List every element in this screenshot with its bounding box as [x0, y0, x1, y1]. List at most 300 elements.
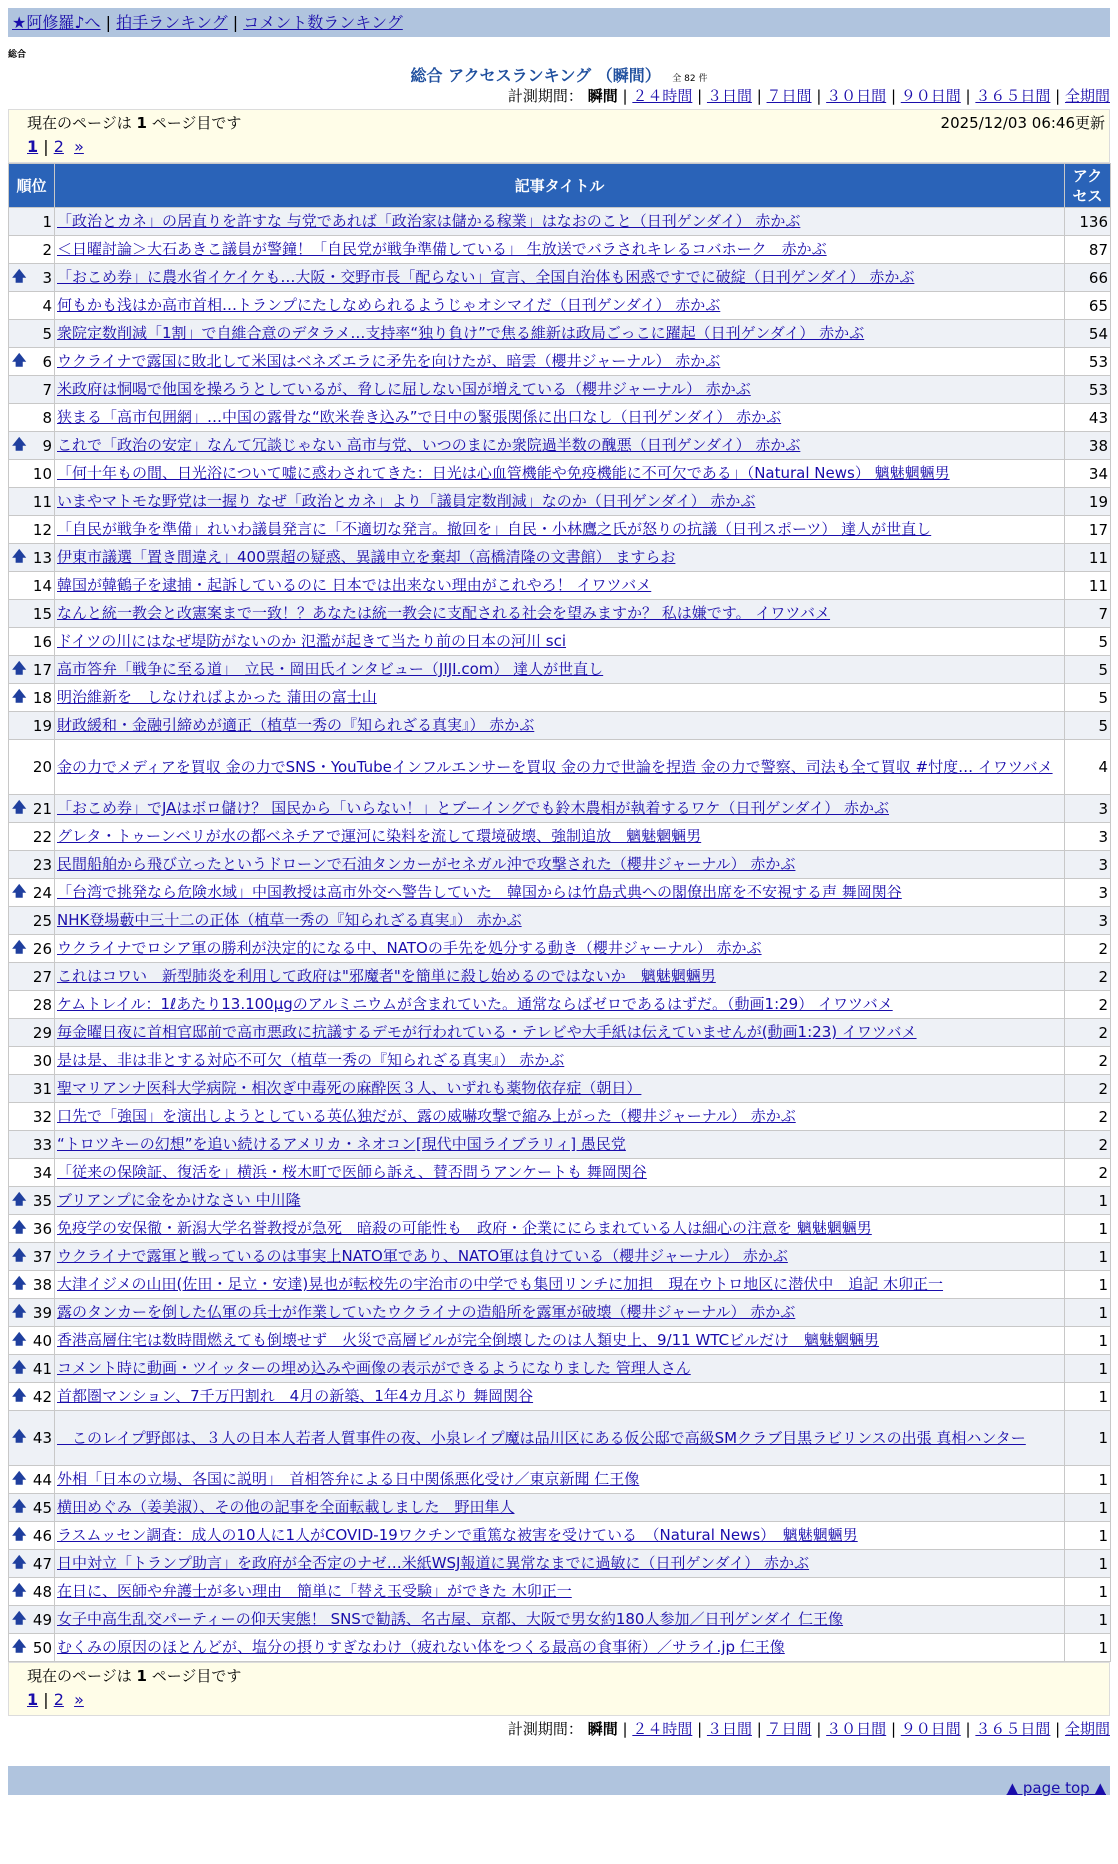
article-title-link[interactable]: 米政府は恫喝で他国を操ろうとしているが、脅しに屈しない国が増えている（櫻井ジャーナル） 赤かぶ: [57, 380, 751, 398]
ranking-table: [8, 163, 1111, 1662]
rank-cell: [9, 1187, 55, 1215]
article-title-link[interactable]: これで「政治の安定」なんて冗談じゃない 高市与党、いつのまにか衆院過半数の醜悪（日刊ゲンダイ） 赤かぶ: [57, 436, 801, 454]
table-row: [9, 1522, 1111, 1550]
table-row: [9, 432, 1111, 460]
rank-number: 30: [32, 1051, 52, 1070]
article-title-link[interactable]: 「おこめ券」に農水省イケイケも…大阪・交野市長「配らない」宣言、全国自治体も困惑ですでに破綻（日刊ゲンダイ） 赤かぶ: [57, 268, 915, 286]
rank-up-arrow-icon: 🡅: [12, 1638, 27, 1655]
rank-cell: [9, 991, 55, 1019]
article-title-link[interactable]: 免疫学の安保徹・新潟大学名誉教授が急死 暗殺の可能性も 政府・企業ににらまれている人は細心の注意を 魑魅魍魎男: [57, 1219, 872, 1237]
pager-next[interactable]: »: [74, 137, 84, 156]
access-count: 1: [1065, 1466, 1111, 1494]
rank-up-arrow-icon: 🡅: [12, 688, 27, 705]
table-row: [9, 712, 1111, 740]
access-count: 3: [1065, 907, 1111, 935]
access-count: 2: [1065, 1131, 1111, 1159]
table-row: [9, 1494, 1111, 1522]
table-row: [9, 1131, 1111, 1159]
rank-number: 36: [32, 1219, 52, 1238]
article-title-link[interactable]: 「何十年もの間、日光浴について嘘に惑わされてきた：日光は心血管機能や免疫機能に不可欠である」（Natural News） 魑魅魍魎男: [57, 464, 950, 482]
table-row: [9, 656, 1111, 684]
title-cell: [55, 1131, 1065, 1159]
access-count: 2: [1065, 1019, 1111, 1047]
table-row: [9, 991, 1111, 1019]
nav-home-link[interactable]: ★阿修羅♪へ: [12, 13, 101, 32]
access-count: 5: [1065, 656, 1111, 684]
title-cell: [55, 935, 1065, 963]
page-title: [8, 63, 1110, 83]
rank-up-arrow-icon: 🡅: [12, 1610, 27, 1627]
title-cell: [55, 1103, 1065, 1131]
page-info-number: 1: [136, 114, 147, 132]
access-count: 3: [1065, 823, 1111, 851]
title-cell: [55, 600, 1065, 628]
article-title-link[interactable]: 首都圏マンション、7千万円割れ 4月の新築、1年4カ月ぶり 舞岡関谷: [57, 1387, 534, 1405]
article-title-link[interactable]: 「自民が戦争を準備」れいわ議員発言に「不適切な発言。撤回を」自民・小林鷹之氏が怒りの抗議（日刊スポーツ） 達人が世直し: [57, 520, 932, 538]
rank-cell: [9, 740, 55, 795]
nav-comment-ranking-link[interactable]: コメント数ランキング: [243, 13, 403, 32]
pager-page-1[interactable]: 1: [27, 137, 39, 156]
title-cell: [55, 1411, 1065, 1466]
rank-number: 15: [32, 604, 52, 623]
table-row: [9, 1299, 1111, 1327]
table-row: [9, 208, 1111, 236]
access-count: 5: [1065, 684, 1111, 712]
title-cell: [55, 684, 1065, 712]
rank-cell: [9, 963, 55, 991]
access-count: 2: [1065, 935, 1111, 963]
rank-cell: [9, 823, 55, 851]
title-cell: [55, 1634, 1065, 1662]
rank-up-arrow-icon: 🡅: [12, 436, 27, 453]
access-count: 1: [1065, 1327, 1111, 1355]
table-row: [9, 1411, 1111, 1466]
section-tag: 総合: [8, 50, 27, 60]
article-title-link[interactable]: 大津イジメの山田(佐田・足立・安達)晃也が転校先の宇治市の中学でも集団リンチに加担 現在ウトロ地区に潜伏中 追記 木卯正一: [57, 1275, 944, 1293]
access-count: 3: [1065, 795, 1111, 823]
period-option-0-bottom[interactable]: ２４時間: [632, 1720, 693, 1738]
page-info-before: 現在のページは: [27, 114, 137, 132]
table-row: [9, 795, 1111, 823]
rank-cell: [9, 292, 55, 320]
rank-up-arrow-icon: 🡅: [12, 548, 27, 565]
access-count: 7: [1065, 600, 1111, 628]
rank-number: 5: [42, 324, 52, 343]
title-cell: [55, 1075, 1065, 1103]
table-row: [9, 348, 1111, 376]
rank-number: 8: [42, 408, 52, 427]
table-row: [9, 1327, 1111, 1355]
article-title-link[interactable]: 口先で「強国」を演出しようとしている英仏独だが、露の威嚇攻撃で縮み上がった（櫻井ジャーナル） 赤かぶ: [57, 1107, 796, 1125]
title-cell: [55, 1019, 1065, 1047]
rank-cell: [9, 1159, 55, 1187]
period-label: 計測期間：: [507, 87, 583, 105]
access-count: 3: [1065, 851, 1111, 879]
table-row: [9, 572, 1111, 600]
rank-up-arrow-icon: 🡅: [12, 799, 27, 816]
rank-up-arrow-icon: 🡅: [12, 883, 27, 900]
article-title-link[interactable]: 金の力でメディアを買収 金の力でSNS・YouTubeインフルエンサーを買収 金の力で世論を捏造 金の力で警察、司法も全て買収 #忖度… イワツバメ: [57, 757, 1053, 776]
rank-cell: [9, 600, 55, 628]
access-count: 11: [1065, 572, 1111, 600]
article-title-link[interactable]: 狭まる「高市包囲網」…中国の露骨な“欧米巻き込み”で日中の緊張関係に出口なし（日刊ゲンダイ） 赤かぶ: [57, 408, 782, 426]
rank-number: 26: [32, 939, 52, 958]
rank-number: 22: [32, 827, 52, 846]
rank-number: 17: [32, 660, 52, 679]
page-info-bottom: 現在のページは 1 ページ目です 1 | 2 »: [8, 1662, 1110, 1716]
article-title-link[interactable]: 女子中高生乱交パーティーの仰天実態！ SNSで勧誘、名古屋、京都、大阪で男女約180人参加／日刊ゲンダイ 仁王像: [57, 1610, 844, 1628]
title-cell: [55, 572, 1065, 600]
rank-cell: [9, 935, 55, 963]
access-count: 1: [1065, 1411, 1111, 1466]
article-title-link[interactable]: ラスムッセン調査：成人の10人に1人がCOVID-19ワクチンで重篤な被害を受けている （Natural News） 魑魅魍魎男: [57, 1526, 858, 1544]
access-count: 2: [1065, 963, 1111, 991]
rank-cell: [9, 404, 55, 432]
access-count: 5: [1065, 628, 1111, 656]
table-row: [9, 1466, 1111, 1494]
rank-number: 16: [32, 632, 52, 651]
article-title-link[interactable]: ＜日曜討論＞大石あきこ議員が警鐘！「自民党が戦争準備している」 生放送でバラされキレるコバホーク 赤かぶ: [57, 240, 827, 258]
article-title-link[interactable]: ウクライナで露国に敗北して米国はベネズエラに矛先を向けたが、暗雲（櫻井ジャーナル） 赤かぶ: [57, 352, 721, 370]
period-option-5-bottom[interactable]: ３６５日間: [975, 1720, 1051, 1738]
rank-number: 25: [32, 911, 52, 930]
article-title-link[interactable]: 明治維新を しなければよかった 蒲田の富士山: [57, 688, 377, 706]
article-title-link[interactable]: 伊東市議選「置き間違え」400票超の疑惑、異議申立を棄却（高橋清隆の文書館） ますらお: [57, 548, 676, 566]
access-count: 4: [1065, 740, 1111, 795]
title-cell: [55, 1494, 1065, 1522]
title-cell: [55, 208, 1065, 236]
table-row: [9, 1383, 1111, 1411]
rank-up-arrow-icon: 🡅: [12, 352, 27, 369]
rank-number: 35: [32, 1191, 52, 1210]
article-title-link[interactable]: 「おこめ券」でJAはボロ儲け？ 国民から「いらない！」とブーイングでも鈴木農相が執着するワケ（日刊ゲンダイ） 赤かぶ: [57, 799, 890, 817]
table-row: [9, 1159, 1111, 1187]
title-cell: [55, 1327, 1065, 1355]
rank-number: 33: [32, 1135, 52, 1154]
col-title-header: 記事タイトル: [55, 164, 1065, 208]
table-row: [9, 1271, 1111, 1299]
access-count: 2: [1065, 1047, 1111, 1075]
rank-up-arrow-icon: 🡅: [12, 1387, 27, 1404]
table-row: [9, 879, 1111, 907]
access-count: 53: [1065, 348, 1111, 376]
period-option-3[interactable]: ３０日間: [826, 87, 887, 105]
table-row: [9, 684, 1111, 712]
rank-up-arrow-icon: 🡅: [12, 1526, 27, 1543]
article-title-link[interactable]: 是は是、非は非とする対応不可欠（植草一秀の『知られざる真実』） 赤かぶ: [57, 1051, 565, 1069]
period-option-2[interactable]: ７日間: [766, 87, 812, 105]
period-option-0[interactable]: ２４時間: [632, 87, 693, 105]
rank-number: 1: [42, 212, 52, 231]
page-title-text: 総合 アクセスランキング （瞬間）: [410, 66, 661, 85]
table-row: [9, 544, 1111, 572]
title-cell: [55, 1187, 1065, 1215]
title-cell: [55, 1215, 1065, 1243]
article-title-link[interactable]: 在日に、医師や弁護士が多い理由 簡単に「替え玉受験」ができた 木卯正一: [57, 1582, 572, 1600]
table-row: [9, 488, 1111, 516]
table-row: [9, 1075, 1111, 1103]
title-cell: [55, 851, 1065, 879]
rank-number: 2: [42, 240, 52, 259]
rank-number: 12: [32, 520, 52, 539]
rank-number: 14: [32, 576, 52, 595]
table-row: [9, 1243, 1111, 1271]
article-title-link[interactable]: 外相「日本の立場、各国に説明」 首相答弁による日中関係悪化受け／東京新聞 仁王像: [57, 1470, 640, 1488]
table-row: [9, 264, 1111, 292]
article-title-link[interactable]: むくみの原因のほとんどが、塩分の摂りすぎなわけ（疲れない体をつくる最高の食事術）／サライ.jp 仁王像: [57, 1638, 785, 1656]
rank-up-arrow-icon: 🡅: [12, 1498, 27, 1515]
table-row: [9, 907, 1111, 935]
title-cell: [55, 460, 1065, 488]
rank-cell: [9, 795, 55, 823]
rank-number: 27: [32, 967, 52, 986]
access-count: 2: [1065, 1103, 1111, 1131]
period-option-6-bottom[interactable]: 全期間: [1064, 1720, 1110, 1738]
article-title-link[interactable]: ブリアンプに金をかけなさい 中川隆: [57, 1191, 301, 1209]
access-count: 11: [1065, 544, 1111, 572]
rank-number: 6: [42, 352, 52, 371]
period-option-5[interactable]: ３６５日間: [975, 87, 1051, 105]
title-cell: [55, 963, 1065, 991]
rank-number: 48: [32, 1582, 52, 1601]
period-current: 瞬間: [587, 1720, 618, 1738]
access-count: 5: [1065, 712, 1111, 740]
rank-number: 47: [32, 1554, 52, 1573]
table-row: [9, 1103, 1111, 1131]
rank-number: 29: [32, 1023, 52, 1042]
title-cell: [55, 1299, 1065, 1327]
table-row: [9, 1187, 1111, 1215]
rank-cell: [9, 1411, 55, 1466]
article-title-link[interactable]: 「従来の保険証、復活を」横浜・桜木町で医師ら訴え、賛否問うアンケートも 舞岡関谷: [57, 1163, 647, 1181]
rank-cell: [9, 1522, 55, 1550]
rank-cell: [9, 516, 55, 544]
article-title-link[interactable]: 民間船舶から飛び立ったというドローンで石油タンカーがセネガル沖で攻撃された（櫻井ジャーナル） 赤かぶ: [57, 855, 796, 873]
access-count: 1: [1065, 1243, 1111, 1271]
rank-number: 23: [32, 855, 52, 874]
access-count: 2: [1065, 991, 1111, 1019]
access-count: 1: [1065, 1383, 1111, 1411]
rank-number: 42: [32, 1387, 52, 1406]
period-option-2-bottom[interactable]: ７日間: [766, 1720, 812, 1738]
rank-cell: [9, 1550, 55, 1578]
article-title-link[interactable]: 香港高層住宅は数時間燃えても倒壊せず 火災で高層ビルが完全倒壊したのは人類史上、9/11 WTCビルだけ 魑魅魍魎男: [57, 1331, 880, 1349]
access-count: 66: [1065, 264, 1111, 292]
access-count: 53: [1065, 376, 1111, 404]
rank-number: 4: [42, 296, 52, 315]
rank-up-arrow-icon: 🡅: [12, 1331, 27, 1348]
title-cell: [55, 320, 1065, 348]
rank-number: 18: [32, 688, 52, 707]
access-count: 87: [1065, 236, 1111, 264]
access-count: 19: [1065, 488, 1111, 516]
access-count: 1: [1065, 1606, 1111, 1634]
rank-number: 38: [32, 1275, 52, 1294]
rank-number: 45: [32, 1498, 52, 1517]
rank-number: 41: [32, 1359, 52, 1378]
article-title-link[interactable]: これはコワい 新型肺炎を利用して政府は"邪魔者"を簡単に殺し始めるのではないか 魑魅魍魎男: [57, 967, 716, 985]
table-row: [9, 404, 1111, 432]
rank-cell: [9, 1243, 55, 1271]
nav-applause-ranking-link[interactable]: 拍手ランキング: [116, 13, 228, 32]
article-title-link[interactable]: ドイツの川にはなぜ堤防がないのか 氾濫が起きて当たり前の日本の河川 sci: [57, 632, 567, 650]
article-title-link[interactable]: 露のタンカーを倒した仏軍の兵士が作業していたウクライナの造船所を露軍が破壊（櫻井ジャーナル） 赤かぶ: [57, 1303, 796, 1321]
rank-up-arrow-icon: 🡅: [12, 939, 27, 956]
rank-number: 19: [32, 716, 52, 735]
rank-cell: [9, 1131, 55, 1159]
table-row: [9, 320, 1111, 348]
title-cell: [55, 376, 1065, 404]
rank-number: 43: [32, 1429, 52, 1447]
pager-top: 1 | 2 »: [27, 137, 84, 156]
rank-number: 13: [32, 548, 52, 567]
pager-page-2[interactable]: 2: [53, 137, 64, 156]
rank-up-arrow-icon: 🡅: [12, 1554, 27, 1571]
title-cell: [55, 740, 1065, 795]
access-count: 136: [1065, 208, 1111, 236]
article-title-link[interactable]: 毎金曜日夜に首相官邸前で高市悪政に抗議するデモが行われている・テレビや大手紙は伝えていませんが(動画1:23) イワツバメ: [57, 1023, 917, 1041]
title-cell: [55, 656, 1065, 684]
period-option-4[interactable]: ９０日間: [900, 87, 961, 105]
article-title-link[interactable]: 何もかも浅はか高市首相…トランプにたしなめられるようじゃオシマイだ（日刊ゲンダイ） 赤かぶ: [57, 296, 721, 314]
article-title-link[interactable]: コメント時に動画・ツイッターの埋め込みや画像の表示ができるようになりました 管理人さん: [57, 1359, 691, 1377]
rank-cell: [9, 1466, 55, 1494]
rank-cell: [9, 656, 55, 684]
article-title-link[interactable]: ウクライナで露軍と戦っているのは事実上NATO軍であり、NATO軍は負けている（櫻井ジャーナル） 赤かぶ: [57, 1247, 788, 1265]
rank-cell: [9, 1215, 55, 1243]
access-count: 1: [1065, 1187, 1111, 1215]
table-row: [9, 1019, 1111, 1047]
article-title-link[interactable]: 日中対立「トランプ助言」を政府が全否定のナゼ…米紙WSJ報道に異常なまでに過敏に（日刊ゲンダイ） 赤かぶ: [57, 1554, 810, 1572]
title-cell: [55, 544, 1065, 572]
rank-number: 32: [32, 1107, 52, 1126]
rank-up-arrow-icon: 🡅: [12, 1191, 27, 1208]
table-row: [9, 1634, 1111, 1662]
pager-page-1-bottom[interactable]: 1: [27, 1690, 39, 1709]
article-title-link[interactable]: このレイプ野郎は、３人の日本人若者人質事件の夜、小泉レイプ魔は品川区にある仮公邸で高級SMクラブ目黒ラビリンスの出張 真相ハンター: [57, 1428, 1026, 1447]
article-title-link[interactable]: ウクライナでロシア軍の勝利が決定的になる中、NATOの手先を処分する動き（櫻井ジャーナル） 赤かぶ: [57, 939, 762, 957]
title-cell: [55, 991, 1065, 1019]
title-cell: [55, 823, 1065, 851]
rank-cell: [9, 488, 55, 516]
title-cell: [55, 292, 1065, 320]
rank-cell: [9, 1271, 55, 1299]
rank-up-arrow-icon: 🡅: [12, 1303, 27, 1320]
article-title-link[interactable]: グレタ・トゥーンベリが水の都ベネチアで運河に染料を流して環境破壊、強制追放 魑魅魍魎男: [57, 827, 702, 845]
rank-number: 7: [42, 380, 52, 399]
access-count: 1: [1065, 1271, 1111, 1299]
table-row: [9, 1355, 1111, 1383]
table-row: [9, 460, 1111, 488]
title-cell: [55, 236, 1065, 264]
table-row: [9, 1606, 1111, 1634]
rank-up-arrow-icon: 🡅: [12, 1359, 27, 1376]
rank-up-arrow-icon: 🡅: [12, 1219, 27, 1236]
article-title-link[interactable]: なんと統一教会と改憲案まで一致！？あなたは統一教会に支配される社会を望みますか？ 私は嫌です。 イワツバメ: [57, 604, 831, 622]
period-option-1-bottom[interactable]: ３日間: [706, 1720, 752, 1738]
rank-cell: [9, 1634, 55, 1662]
pager-page-2-bottom[interactable]: 2: [53, 1690, 64, 1709]
rank-number: 34: [32, 1163, 52, 1182]
article-title-link[interactable]: 韓国が韓鶴子を逮捕・起訴しているのに 日本では出来ない理由がこれやろ！ イワツバメ: [57, 576, 652, 594]
title-cell: [55, 628, 1065, 656]
rank-cell: [9, 1327, 55, 1355]
rank-cell: [9, 879, 55, 907]
title-cell: [55, 1159, 1065, 1187]
article-title-link[interactable]: ケムトレイル：1ℓあたり13.100μgのアルミニウムが含まれていた。通常ならばゼロであるはずだ。（動画1:29） イワツバメ: [57, 995, 893, 1013]
article-title-link[interactable]: 「政治とカネ」の居直りを許すな 与党であれば「政治家は儲かる稼業」はなおのこと（日刊ゲンダイ） 赤かぶ: [57, 212, 801, 230]
rank-cell: [9, 348, 55, 376]
rank-number: 31: [32, 1079, 52, 1098]
page-info-top: [8, 109, 1110, 163]
period-selector-top: 計測期間： 瞬間 | ２４時間 | ３日間 | ７日間 | ３０日間 | ９０日間 | ３６５日間 | 全期間: [507, 87, 1110, 105]
rank-number: 10: [32, 464, 52, 483]
article-title-link[interactable]: 聖マリアンナ医科大学病院・相次ぎ中毒死の麻酔医３人、いずれも薬物依存症（朝日）: [57, 1079, 642, 1097]
footer-bar: [8, 1766, 1110, 1795]
access-count: 1: [1065, 1494, 1111, 1522]
rank-number: 40: [32, 1331, 52, 1350]
rank-number: 9: [42, 436, 52, 455]
rank-number: 28: [32, 995, 52, 1014]
col-access-header: アクセス: [1065, 164, 1111, 208]
period-option-1[interactable]: ３日間: [706, 87, 752, 105]
article-title-link[interactable]: “トロツキーの幻想”を追い続けるアメリカ・ネオコン[現代中国ライブラリィ] 愚民党: [57, 1135, 626, 1153]
table-row: [9, 516, 1111, 544]
access-count: 38: [1065, 432, 1111, 460]
table-row: [9, 1578, 1111, 1606]
rank-cell: [9, 320, 55, 348]
article-title-link[interactable]: 高市答弁「戦争に至る道」 立民・岡田氏インタビュー（JIJI.com） 達人が世直し: [57, 660, 604, 678]
article-title-link[interactable]: 「台湾で挑発なら危険水域」中国教授は高市外交へ警告していた 韓国からは竹島式典への閣僚出席を不安視する声 舞岡関谷: [57, 883, 902, 901]
title-cell: [55, 404, 1065, 432]
rank-up-arrow-icon: 🡅: [12, 1247, 27, 1264]
title-cell: [55, 1522, 1065, 1550]
title-cell: [55, 264, 1065, 292]
rank-up-arrow-icon: 🡅: [12, 1429, 27, 1445]
rank-cell: [9, 1494, 55, 1522]
table-row: [9, 963, 1111, 991]
article-title-link[interactable]: いまやマトモな野党は一握り なぜ「政治とカネ」より「議員定数削減」なのか（日刊ゲンダイ） 赤かぶ: [57, 492, 756, 510]
rank-number: 3: [42, 268, 52, 287]
table-row: [9, 600, 1111, 628]
rank-cell: [9, 1355, 55, 1383]
period-option-6[interactable]: 全期間: [1064, 87, 1110, 105]
article-title-link[interactable]: 衆院定数削減「1割」で自維合意のデタラメ…支持率“独り負け”で焦る維新は政局ごっこに躍起（日刊ゲンダイ） 赤かぶ: [57, 324, 865, 342]
article-title-link[interactable]: 横田めぐみ（姜美淑）、その他の記事を全面転載しました 野田隼人: [57, 1498, 515, 1516]
rank-cell: [9, 236, 55, 264]
top-nav: ★阿修羅♪へ | 拍手ランキング | コメント数ランキング: [8, 8, 1110, 37]
title-cell: [55, 1466, 1065, 1494]
rank-number: 50: [32, 1638, 52, 1657]
rank-cell: [9, 851, 55, 879]
table-row: [9, 292, 1111, 320]
rank-cell: [9, 1299, 55, 1327]
table-row: [9, 823, 1111, 851]
period-option-4-bottom[interactable]: ９０日間: [900, 1720, 961, 1738]
period-option-3-bottom[interactable]: ３０日間: [826, 1720, 887, 1738]
rank-cell: [9, 1606, 55, 1634]
title-cell: [55, 1606, 1065, 1634]
title-cell: [55, 432, 1065, 460]
article-title-link[interactable]: 財政緩和・金融引締めが適正（植草一秀の『知られざる真実』） 赤かぶ: [57, 716, 535, 734]
pager-bottom: 1 | 2 »: [27, 1690, 84, 1709]
rank-cell: [9, 907, 55, 935]
article-title-link[interactable]: NHK登場藪中三十二の正体（植草一秀の『知られざる真実』） 赤かぶ: [57, 911, 522, 929]
page-top-link[interactable]: ▲ page top ▲: [1006, 1779, 1106, 1797]
pager-next-bottom[interactable]: »: [74, 1690, 84, 1709]
title-cell: [55, 516, 1065, 544]
updated-timestamp: 2025/12/03 06:46更新: [940, 114, 1105, 132]
